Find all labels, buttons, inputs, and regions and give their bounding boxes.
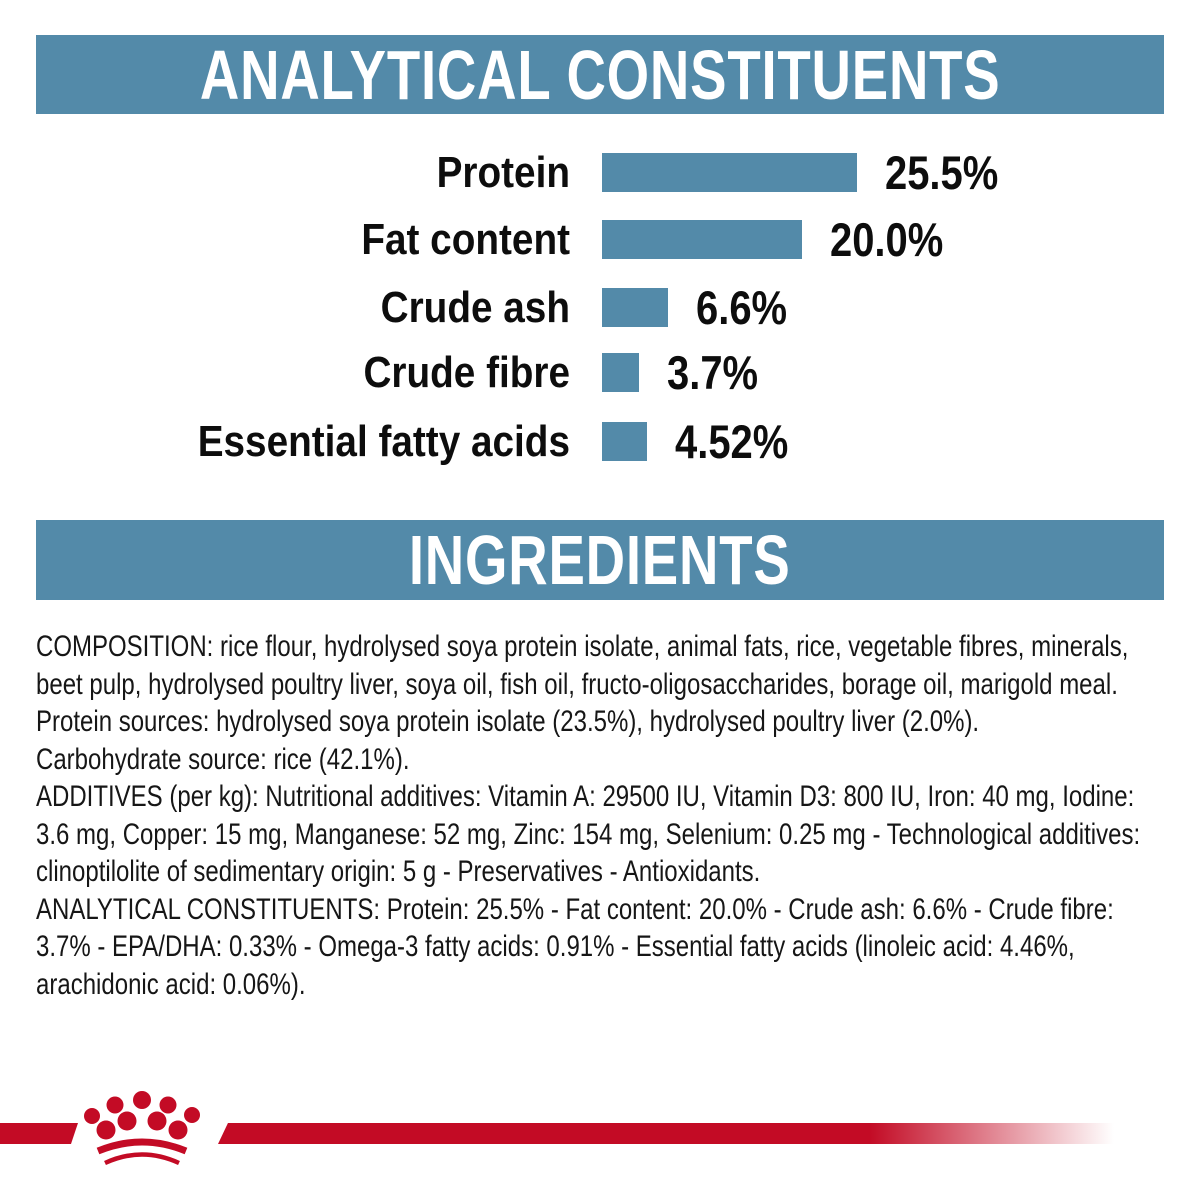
chart-label-protein: Protein (436, 147, 570, 197)
carbohydrate-source-paragraph: Carbohydrate source: rice (42.1%). (36, 742, 410, 776)
chart-row-protein (36, 146, 1018, 199)
chart-value-crude-fibre: 3.7% (667, 346, 759, 399)
chart-value-essential-fatty-acids: 4.52% (675, 415, 789, 468)
chart-row-essential-fatty-acids (36, 415, 808, 468)
chart-bar-fat-content (602, 220, 802, 259)
royal-canin-crown-logo-icon (78, 1086, 222, 1176)
chart-bar-essential-fatty-acids (602, 422, 647, 461)
chart-row-crude-ash (36, 281, 803, 334)
chart-row-fat-content (36, 213, 963, 266)
chart-value-fat-content: 20.0% (830, 213, 944, 266)
analytical-constituents-title: ANALYTICAL CONSTITUENTS (199, 35, 1001, 114)
chart-label-fat-content: Fat content (361, 214, 570, 264)
ingredients-header (36, 520, 1164, 600)
chart-bar-crude-fibre (602, 353, 639, 392)
composition-paragraph: COMPOSITION: rice flour, hydrolysed soya protein isolate, animal fats, rice, vegetable fibres, minerals, beet pulp, hydrolysed poultry liver, soya oil, fish oil, fructo-oligosaccharides, borage oil, marigold meal. (36, 630, 1129, 701)
chart-label-crude-fibre: Crude fibre (363, 347, 570, 397)
protein-sources-paragraph: Protein sources: hydrolysed soya protein isolate (23.5%), hydrolysed poultry liver (2.0%). (36, 705, 980, 738)
chart-value-protein: 25.5% (885, 146, 999, 199)
chart-row-crude-fibre (36, 346, 774, 399)
chart-label-crude-ash: Crude ash (380, 282, 570, 332)
chart-label-essential-fatty-acids: Essential fatty acids (197, 416, 570, 466)
analytical-constituents-paragraph: ANALYTICAL CONSTITUENTS: Protein: 25.5% - Fat content: 20.0% - Crude ash: 6.6% - Crude fibre: 3.7% - EPA/DHA: 0.33% - Omega-3 fatty acids: 0.91% - Essential fatty acids (linoleic acid: 4.46%, arachidonic acid: 0.06%). (36, 892, 1114, 1001)
analytical-constituents-bar-chart (36, 146, 1164, 468)
ingredients-title: INGREDIENTS (409, 521, 791, 599)
chart-bar-crude-ash (602, 288, 668, 327)
additives-paragraph: ADDITIVES (per kg): Nutritional additives: Vitamin A: 29500 IU, Vitamin D3: 800 IU, Iron: 40 mg, Iodine: 3.6 mg, Copper: 15 mg, Manganese: 52 mg, Zinc: 154 mg, Selenium: 0.25 mg - Technological additives: clinoptilolite of sedimentary origin: 5 g - Preservatives - Antioxidants. (36, 780, 1141, 888)
footer-red-rule-right (218, 1123, 1123, 1144)
footer-red-rule-left (0, 1123, 78, 1144)
chart-bar-protein (602, 153, 857, 192)
chart-value-crude-ash: 6.6% (696, 281, 788, 334)
ingredients-text-block (36, 628, 1164, 1003)
analytical-constituents-header (36, 35, 1164, 114)
